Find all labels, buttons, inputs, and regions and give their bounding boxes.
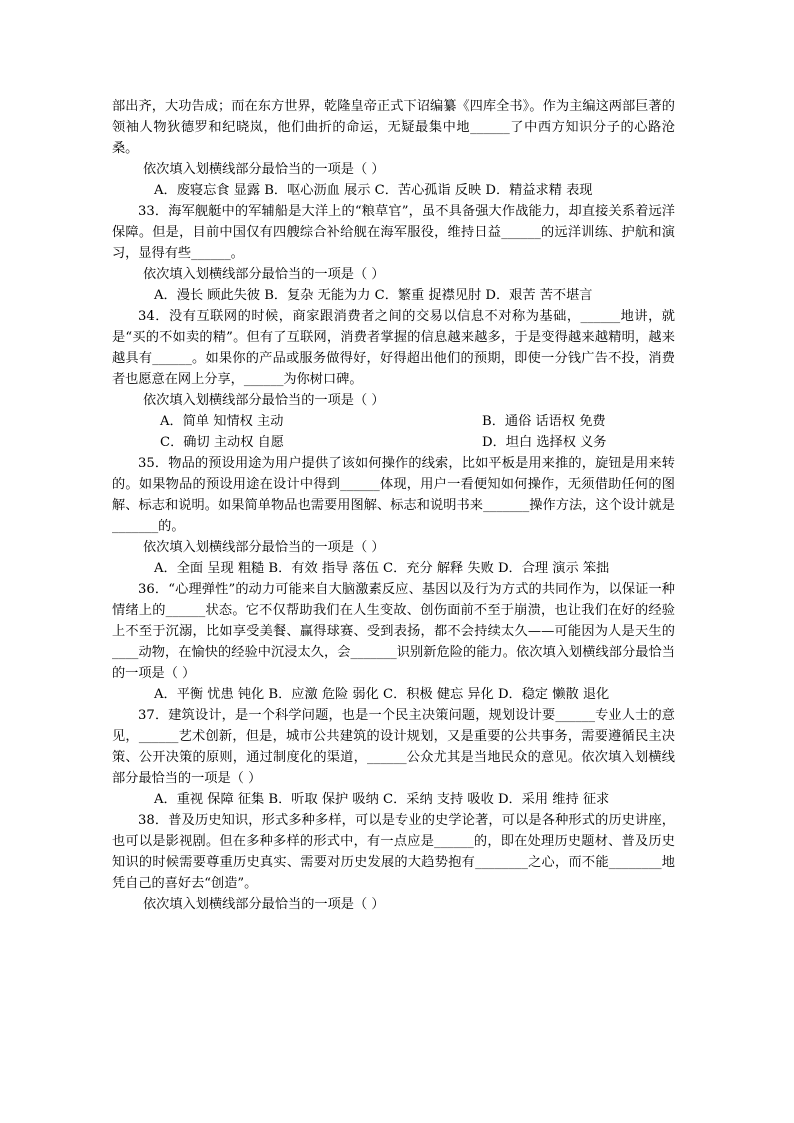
q34-option-b: B．通俗 话语权 免费 [482,414,606,429]
q37-options: A．重视 保障 征集 B．听取 保护 吸纳 C．采纳 支持 吸收 D．采用 维持 征求 [154,792,610,807]
q34-option-c: C．确切 主动权 自愿 [160,435,284,450]
q38-prompt: 依次填入划横线部分最恰当的一项是（ ） [143,897,385,912]
q32-passage-end: 部出齐，大功告成；而在东方世界，乾隆皇帝正式下诏编纂《四库全书》。作为主编这两部巨著的领袖人物狄德罗和纪晓岚，他们曲折的命运，无疑最集中地______了中西方知识分子的心路沧桑。 [112,99,675,156]
q34-prompt: 依次填入划横线部分最恰当的一项是（ ） [143,393,385,408]
q33-prompt: 依次填入划横线部分最恰当的一项是（ ） [143,267,385,282]
q33-passage: 33．海军舰艇中的军辅船是大洋上的“粮草官”，虽不具备强大作战能力，却直接关系着远洋保障。但是，目前中国仅有四艘综合补给舰在海军服役，维持日益______的远洋训练、护航和演习，显得有些______。 [112,204,675,261]
q35-options: A．全面 呈现 粗糙 B．有效 指导 落伍 C．充分 解释 失败 D．合理 演示 笨拙 [154,561,610,576]
q34-option-a: A．简单 知情权 主动 [160,414,284,429]
document-page [112,96,675,915]
q38-passage: 38．普及历史知识，形式多种多样，可以是专业的史学论著，可以是各种形式的历史讲座，也可以是影视剧。但在多种多样的形式中，有一点应是______的，即在处理历史题材、普及历史知识的时候需要尊重历史真实、需要对历史发展的大趋势抱有________之心，而不能________地凭自己的喜好去“创造”。 [112,813,675,891]
q35-passage: 35．物品的预设用途为用户提供了该如何操作的线索，比如平板是用来推的，旋钮是用来转的。如果物品的预设用途在设计中得到______体现，用户一看便知如何操作，无须借助任何的图解、标志和说明。如果简单物品也需要用图解、标志和说明书来_______操作方法，这个设计就是_______的。 [112,456,675,534]
q34-passage: 34．没有互联网的时候，商家跟消费者之间的交易以信息不对称为基础，______地讲，就是“买的不如卖的精”。但有了互联网，消费者掌握的信息越来越多，于是变得越来越精明，越来越具有______。如果你的产品或服务做得好，好得超出他们的预期，即使一分钱广告不投，消费者也愿意在网上分享，______为你树口碑。 [112,309,675,387]
q35-prompt: 依次填入划横线部分最恰当的一项是（ ） [143,540,385,555]
q32-options: A．废寝忘食 显露 B．呕心沥血 展示 C．苦心孤诣 反映 D．精益求精 表现 [154,183,593,198]
q36-options: A．平衡 忧患 钝化 B．应激 危险 弱化 C．积极 健忘 异化 D．稳定 懒散 退化 [154,687,610,702]
q33-options: A．漫长 顾此失彼 B．复杂 无能为力 C．繁重 捉襟见肘 D．艰苦 苦不堪言 [154,288,593,303]
q34-option-d: D．坦白 选择权 义务 [482,435,607,450]
q34-options [112,411,675,453]
q37-passage: 37．建筑设计，是一个科学问题，也是一个民主决策问题，规划设计要______专业人士的意见，______艺术创新，但是，城市公共建筑的设计规划，又是重要的公共事务，需要遵循民主决策、公开决策的原则，通过制度化的渠道，______公众尤其是当地民众的意见。依次填入划横线部分最恰当的一项是（ ） [112,708,675,786]
q36-passage: 36．“心理弹性”的动力可能来自大脑激素反应、基因以及行为方式的共同作为，以保证一种情绪上的______状态。它不仅帮助我们在人生变故、创伤面前不至于崩溃，也让我们在好的经验上不至于沉溺，比如享受美餐、赢得球赛、受到表扬，都不会持续太久——可能因为人是天生的____动物，在愉快的经验中沉浸太久，会_______识别新危险的能力。依次填入划横线部分最恰当的一项是（ ） [112,582,675,681]
q32-prompt: 依次填入划横线部分最恰当的一项是（ ） [143,162,385,177]
